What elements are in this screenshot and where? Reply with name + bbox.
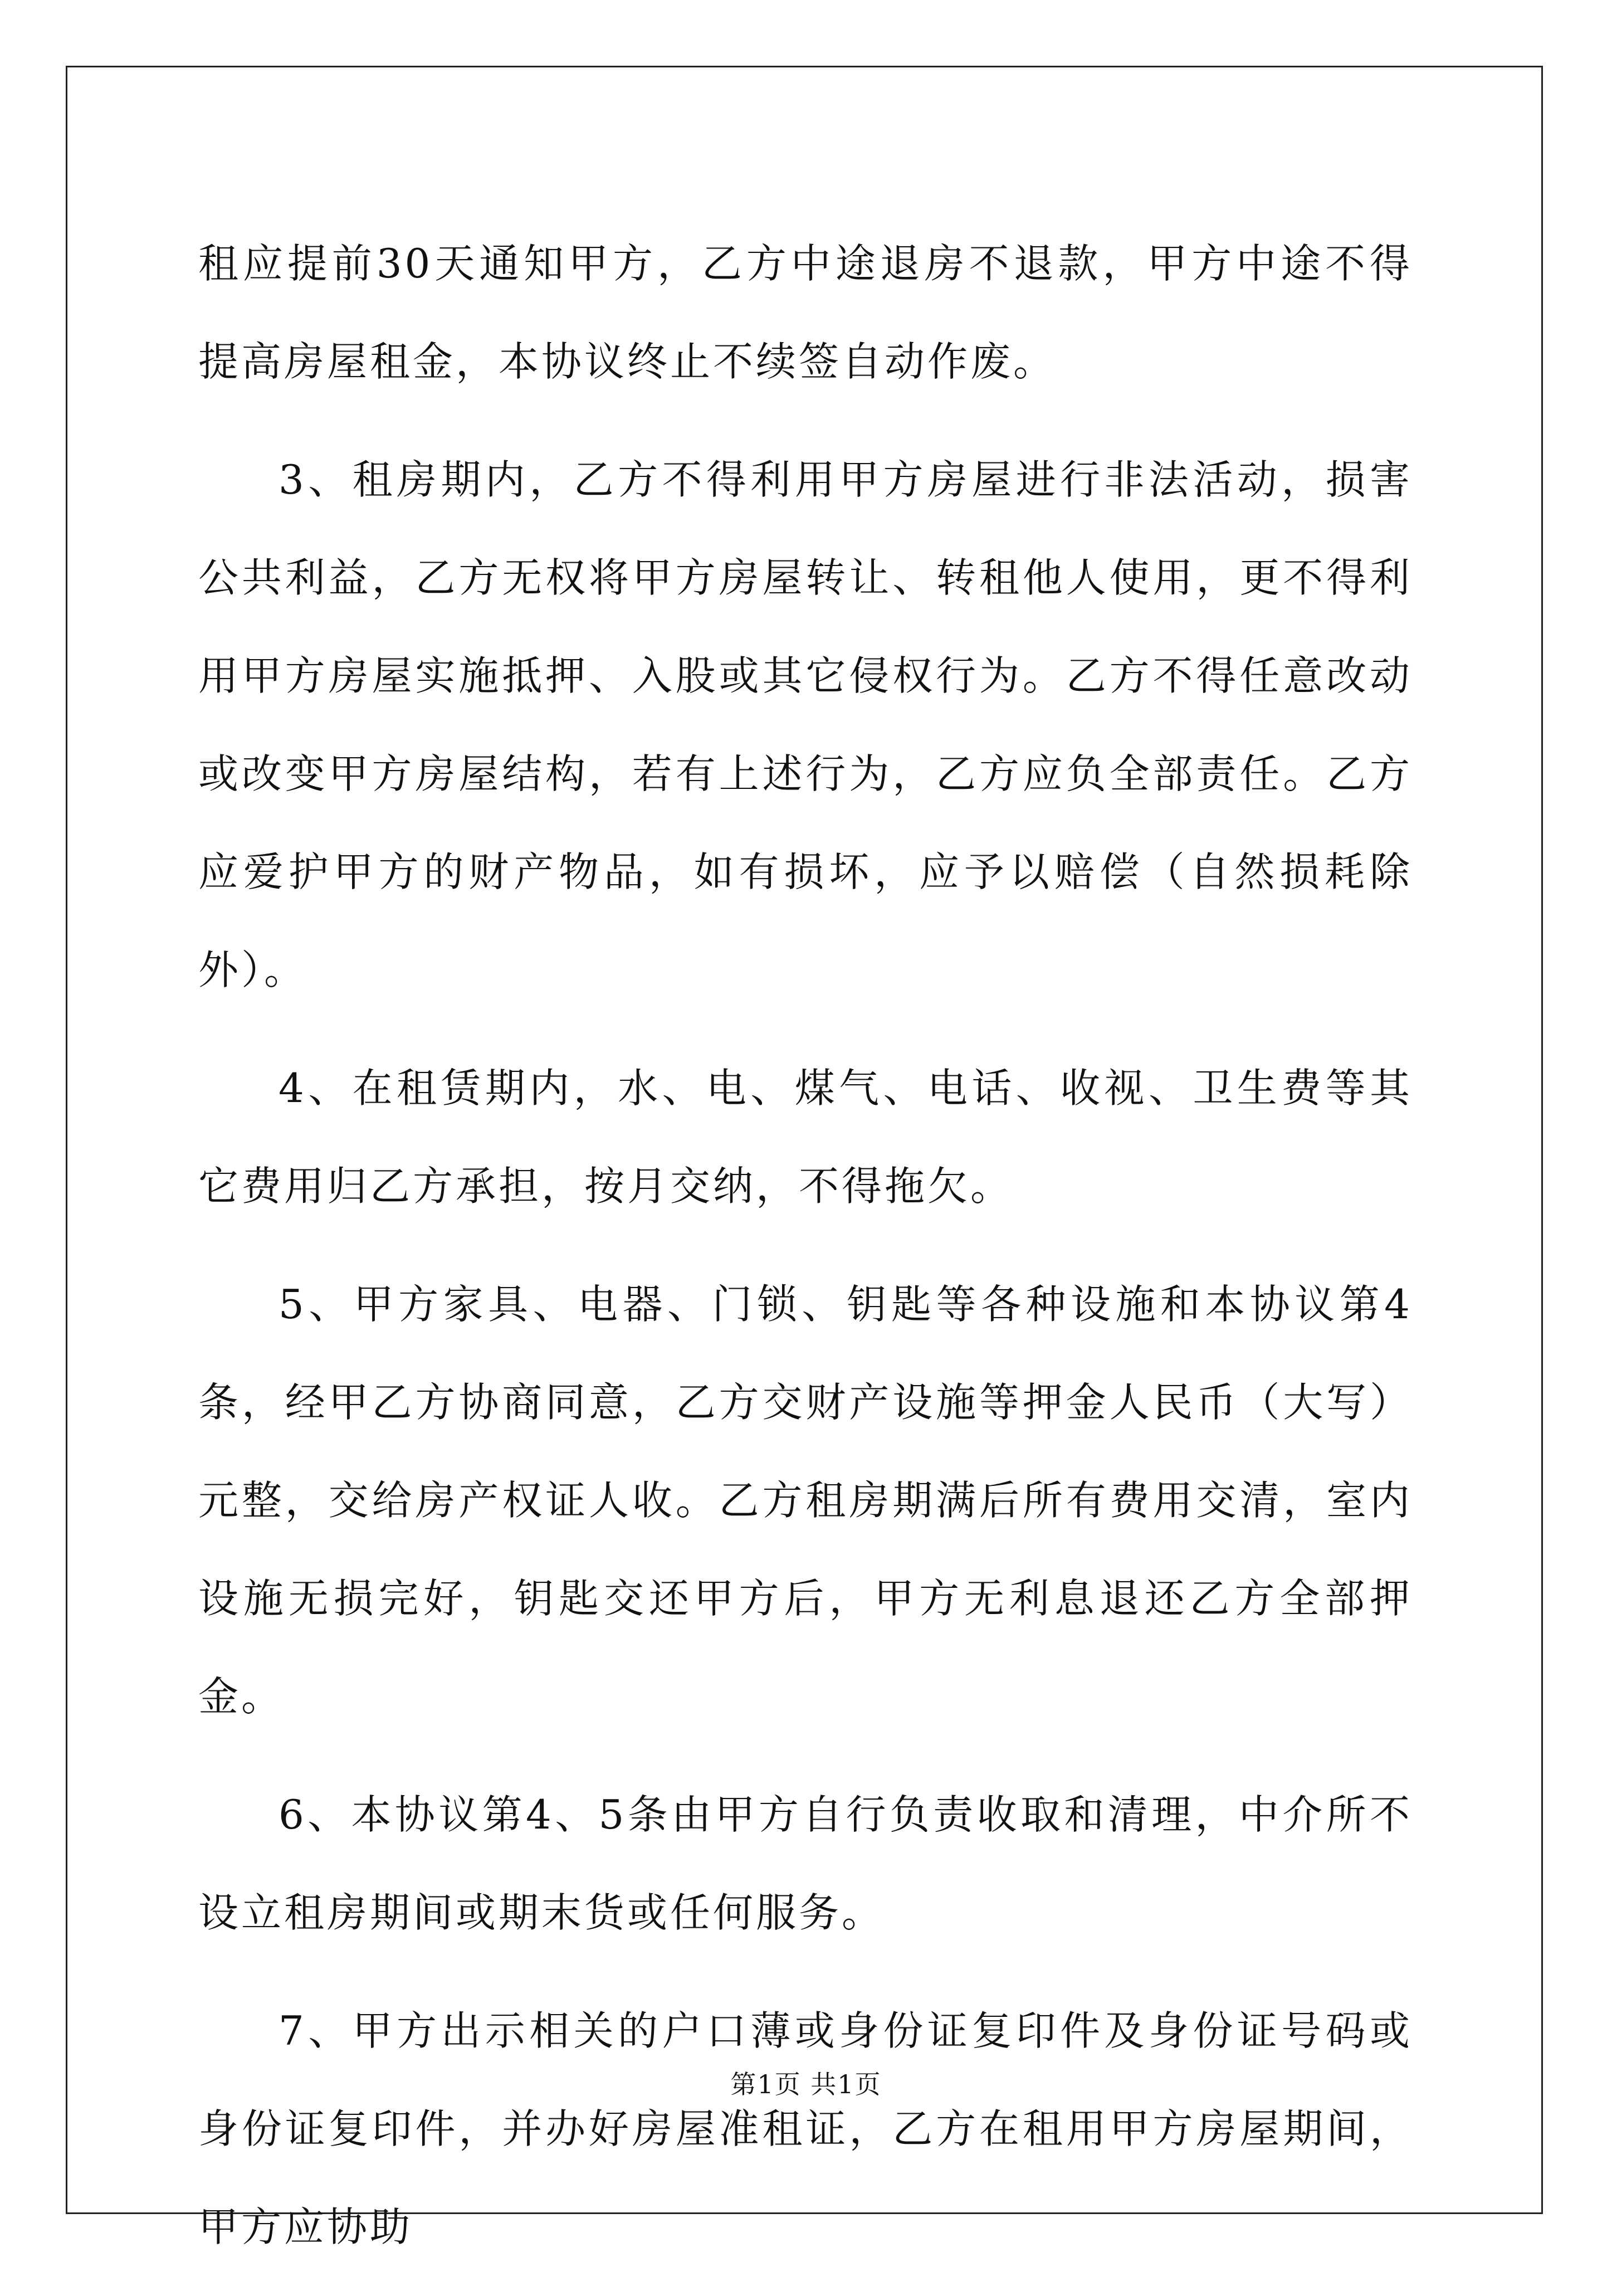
paragraph-clause-5: 5、甲方家具、电器、门锁、钥匙等各种设施和本协议第4条，经甲乙方协商同意，乙方交财产设施等押金人民币（大写）元整，交给房产权证人收。乙方租房期满后所有费用交清，室内设施无损完好，钥匙交还甲方后，甲方无利息退还乙方全部押金。 [198,1281,1413,1720]
paragraph-clause-4: 4、在租赁期内，水、电、煤气、电话、收视、卫生费等其它费用归乙方承担，按月交纳，不得拖欠。 [198,1065,1413,1210]
paragraph-clause-7: 7、甲方出示相关的户口薄或身份证复印件及身份证号码或身份证复印件，并办好房屋准租证，乙方在租用甲方房屋期间，甲方应协助 [198,2007,1413,2250]
document-body [198,215,1413,2296]
page-footer: 第1页 共1页 [730,2069,882,2099]
paragraph-clause-3: 3、租房期内，乙方不得利用甲方房屋进行非法活动，损害公共利益，乙方无权将甲方房屋转让、转租他人使用，更不得利用甲方房屋实施抵押、入股或其它侵权行为。乙方不得任意改动或改变甲方房屋结构，若有上述行为，乙方应负全部责任。乙方应爱护甲方的财产物品，如有损坏，应予以赔偿（自然损耗除外）。 [198,456,1413,993]
paragraph-clause-6: 6、本协议第4、5条由甲方自行负责收取和清理，中介所不设立租房期间或期末货或任何服务。 [198,1791,1413,1936]
paragraph-continued: 租应提前30天通知甲方，乙方中途退房不退款，甲方中途不得提高房屋租金，本协议终止不续签自动作废。 [198,240,1413,385]
